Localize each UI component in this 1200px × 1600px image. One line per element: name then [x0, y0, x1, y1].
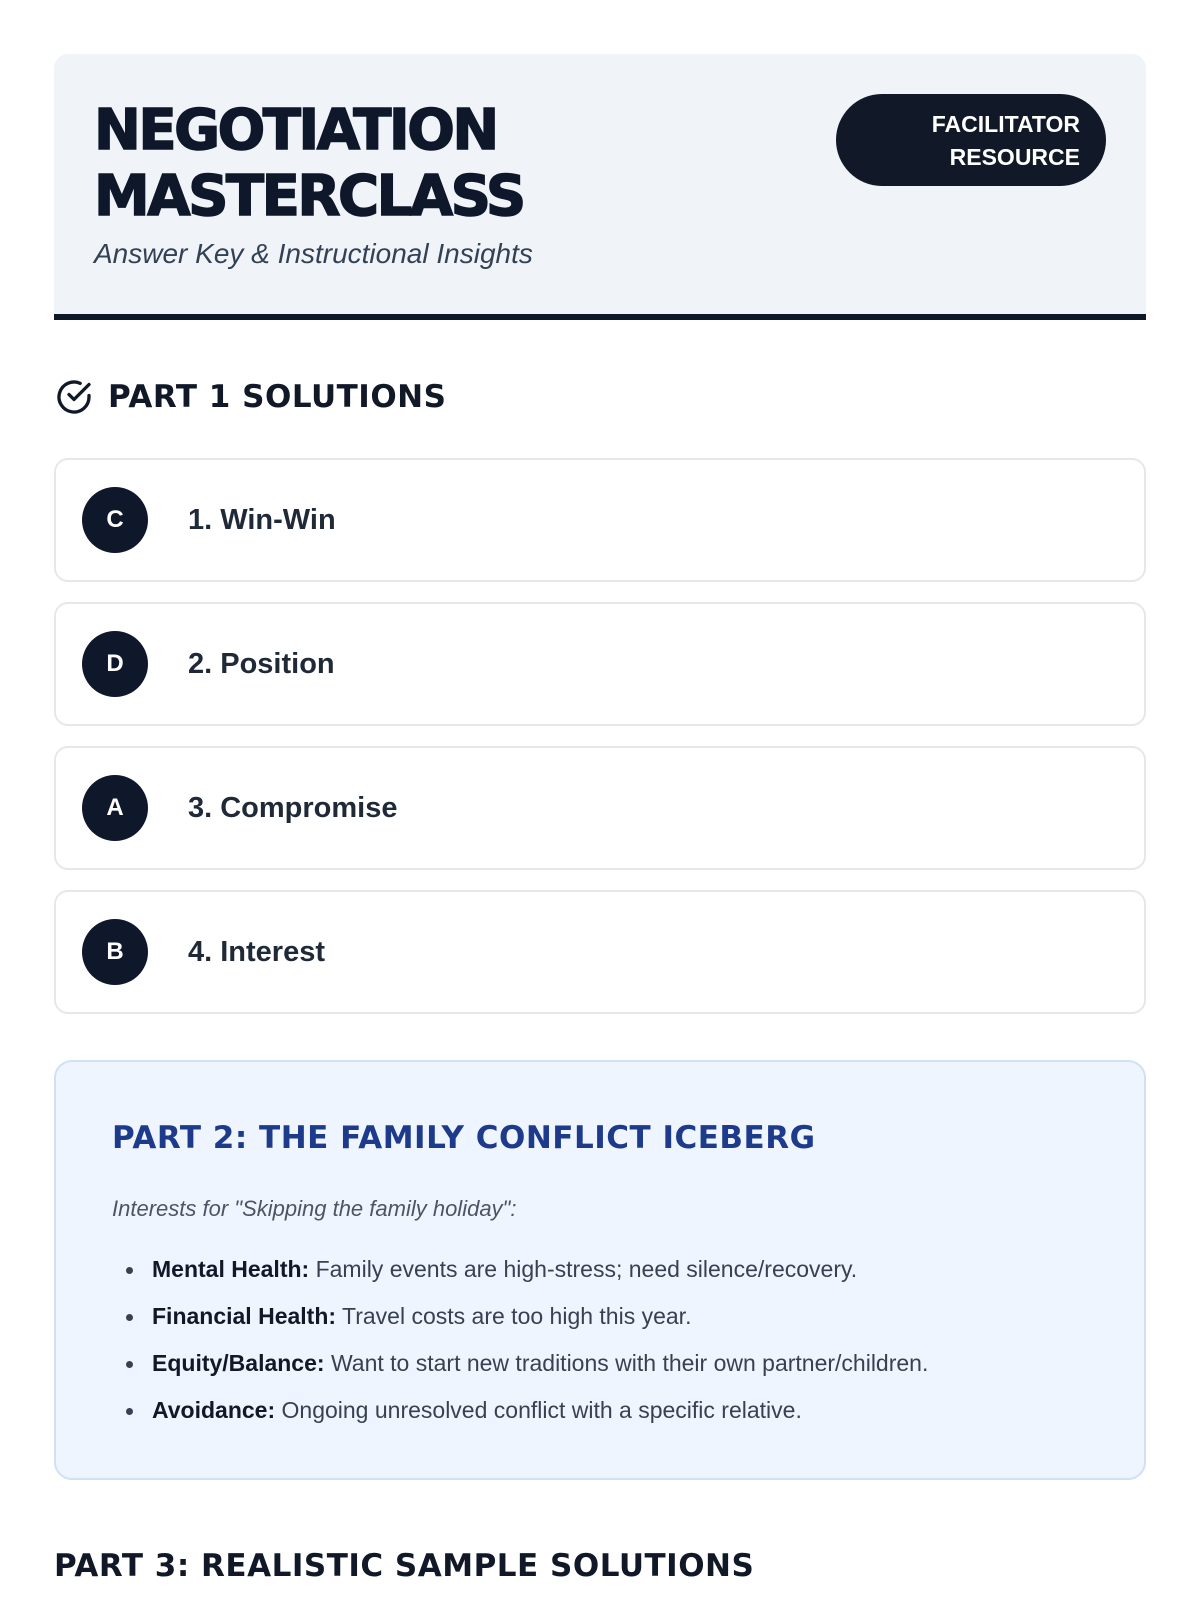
list-item: [112, 1293, 1090, 1340]
answer-letter-badge: B: [82, 919, 148, 985]
interest-text: Travel costs are too high this year.: [342, 1303, 692, 1329]
part3-heading: PART 3: REALISTIC SAMPLE SOLUTIONS: [54, 1548, 755, 1584]
part2-intro: Interests for "Skipping the family holiday":: [112, 1196, 517, 1221]
answer-list: [54, 458, 1146, 1014]
answer-text: 1. Win-Win: [188, 503, 336, 536]
answer-row: [54, 602, 1146, 726]
badge-line-1: FACILITATOR: [931, 111, 1080, 137]
bullet-icon: [126, 1408, 133, 1415]
part2-title: PART 2: THE FAMILY CONFLICT ICEBERG: [112, 1120, 816, 1156]
bullet-icon: [126, 1361, 133, 1368]
answer-text: 3. Compromise: [188, 791, 398, 824]
answer-text: 2. Position: [188, 647, 335, 680]
interest-text: Ongoing unresolved conflict with a specific relative.: [281, 1397, 802, 1423]
answer-row: [54, 458, 1146, 582]
bullet-icon: [126, 1267, 133, 1274]
answer-letter-badge: D: [82, 631, 148, 697]
list-item: [112, 1340, 1090, 1387]
interest-label: Equity/Balance:: [152, 1350, 325, 1376]
answer-letter-badge: C: [82, 487, 148, 553]
answer-row: [54, 890, 1146, 1014]
title-line-2: MASTERCLASS: [94, 164, 524, 229]
badge-line-2: RESOURCE: [949, 144, 1080, 170]
interest-label: Mental Health:: [152, 1256, 310, 1282]
part1-heading: [54, 374, 1146, 420]
part2-iceberg-card: [54, 1060, 1146, 1480]
list-item: [112, 1387, 1090, 1434]
interest-text: Want to start new traditions with their own partner/children.: [330, 1350, 929, 1376]
answer-letter-badge: A: [82, 775, 148, 841]
page-title: [94, 98, 654, 230]
interest-text: Family events are high-stress; need silence/recovery.: [315, 1256, 858, 1282]
header-banner: [54, 54, 1146, 320]
interest-label: Avoidance:: [152, 1397, 276, 1423]
facilitator-badge: [836, 94, 1106, 186]
part1-heading-text: PART 1 SOLUTIONS: [108, 379, 447, 415]
check-circle-icon: [54, 377, 94, 417]
interest-label: Financial Health:: [152, 1303, 337, 1329]
answer-row: [54, 746, 1146, 870]
list-item: [112, 1246, 1090, 1293]
answer-text: 4. Interest: [188, 935, 325, 968]
page-subtitle: Answer Key & Instructional Insights: [94, 238, 533, 269]
interest-list: [112, 1246, 1090, 1434]
bullet-icon: [126, 1314, 133, 1321]
title-line-1: NEGOTIATION: [94, 98, 497, 163]
